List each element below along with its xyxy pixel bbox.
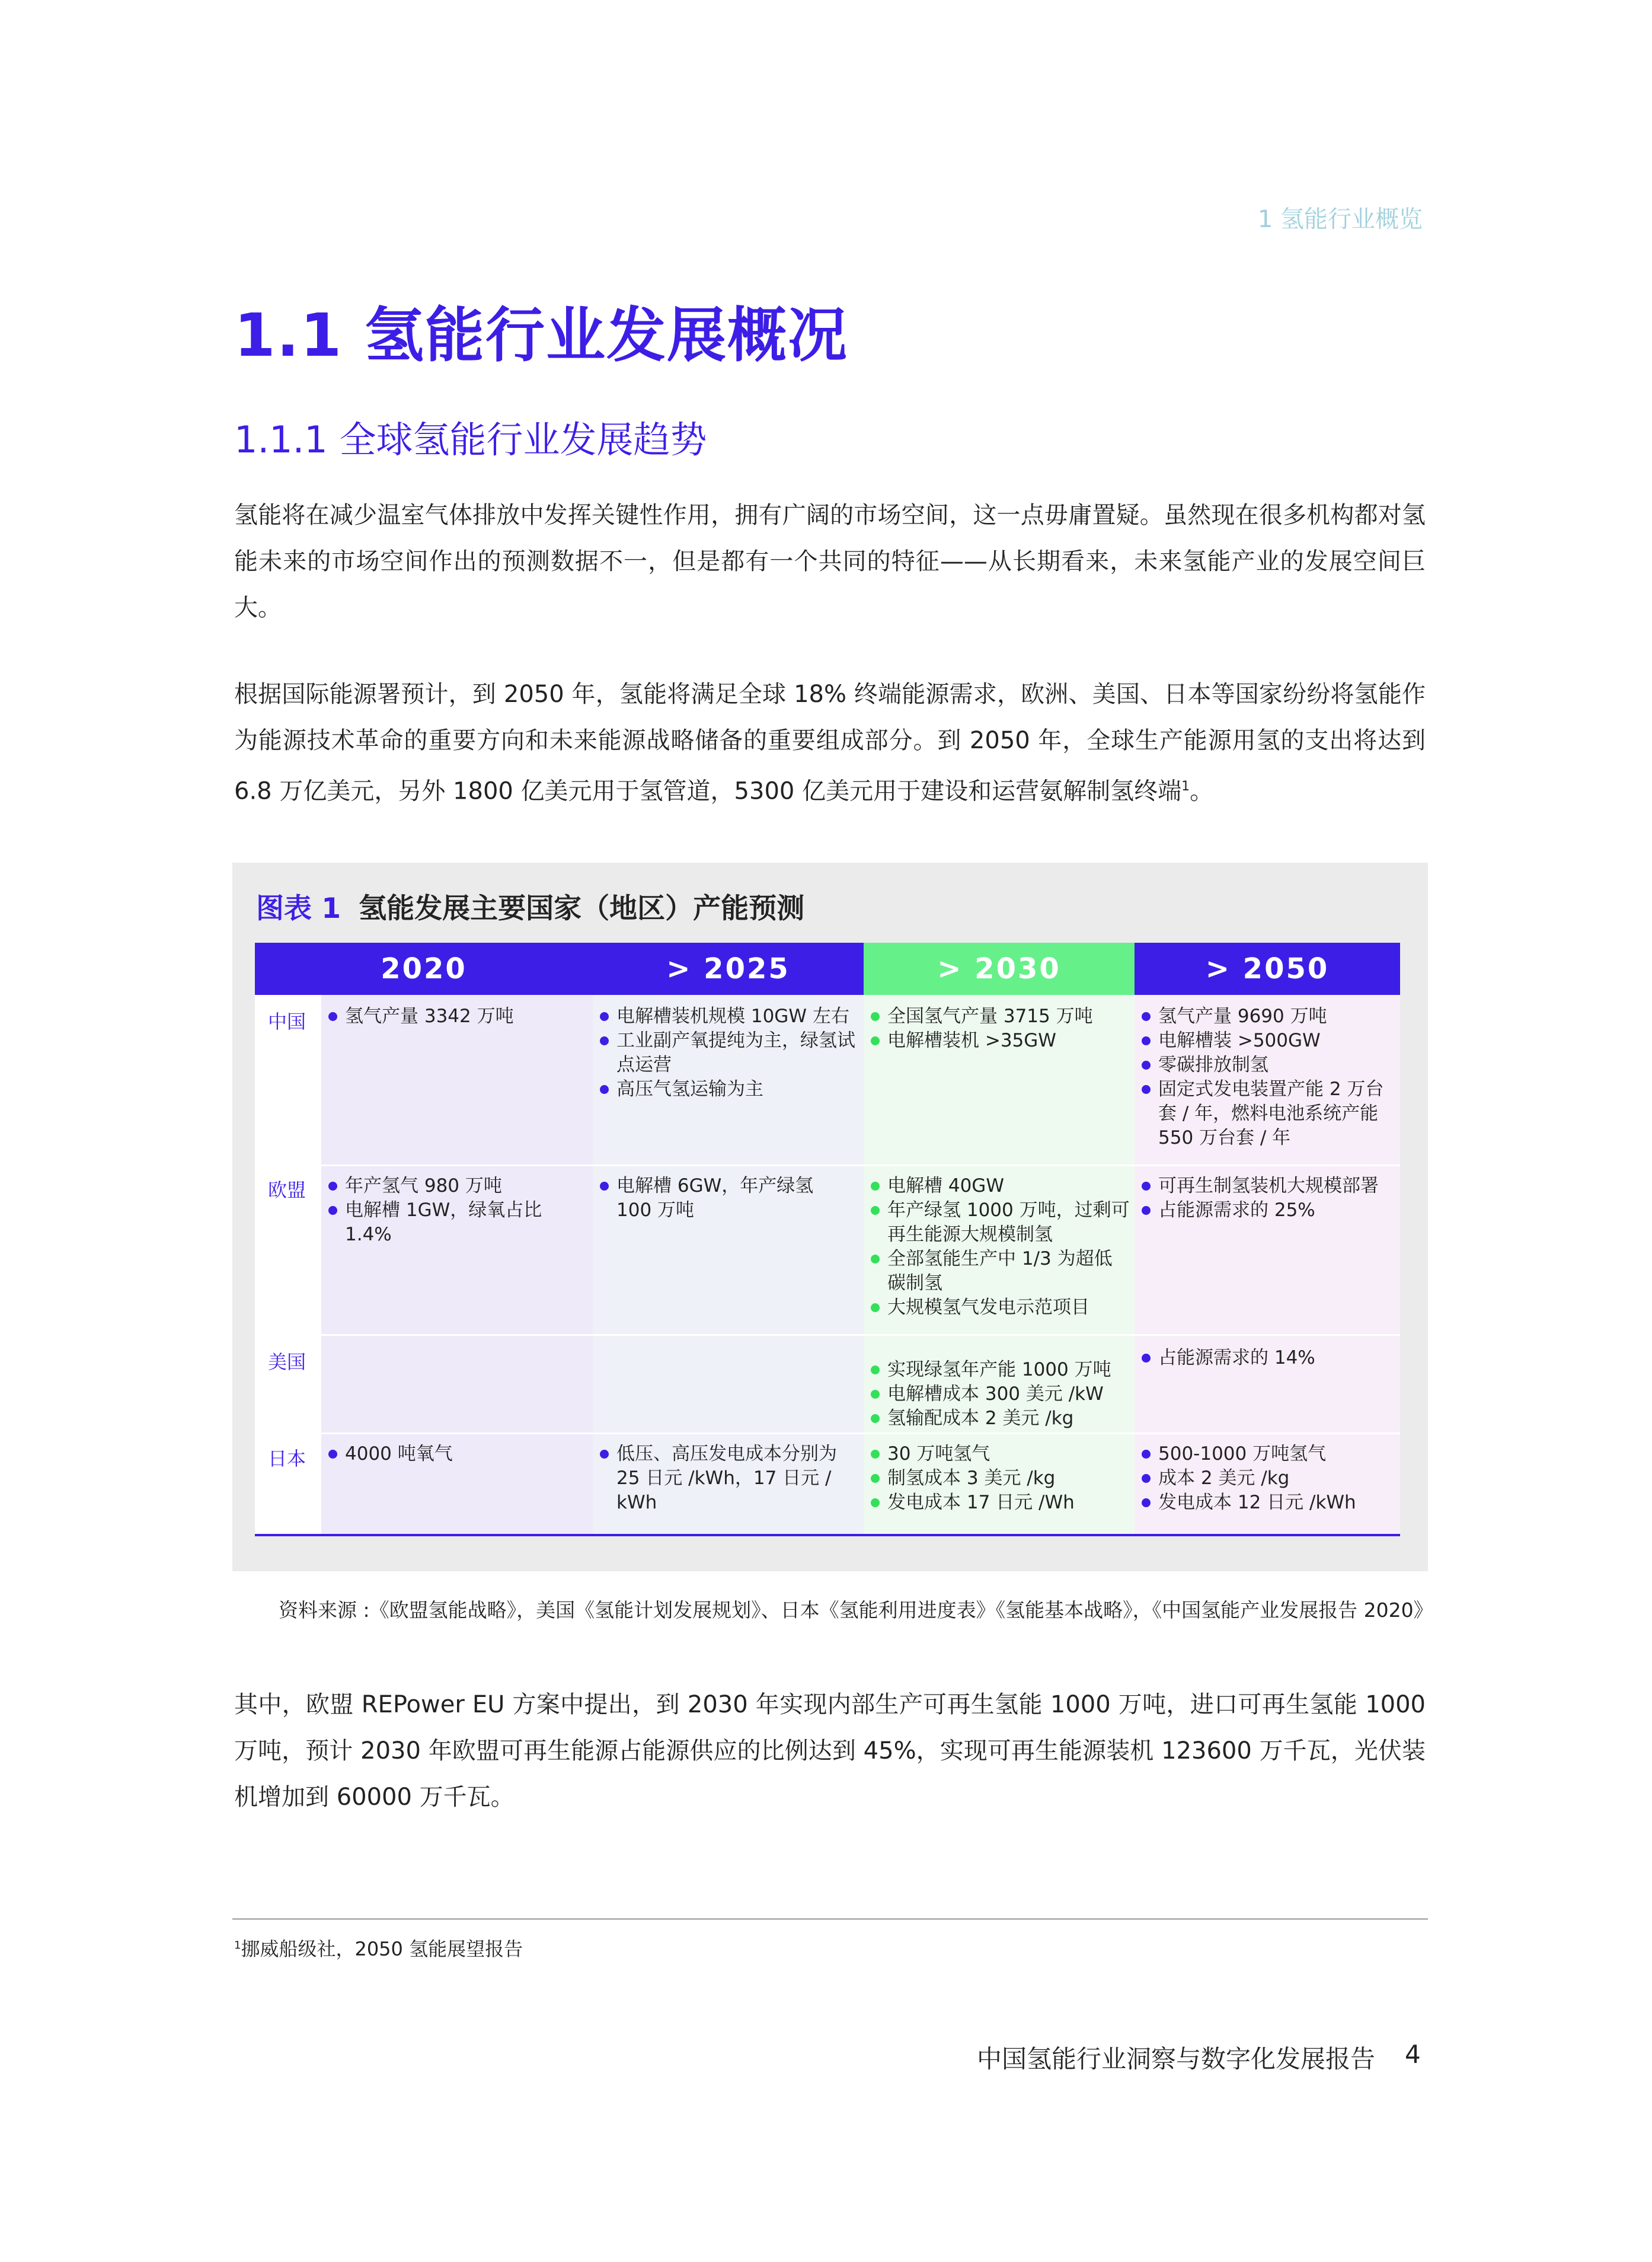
row-divider [255,1433,1400,1434]
figure-title [256,886,804,926]
cell-china-2020 [327,1004,588,1029]
footnote [234,1934,523,1961]
list-item: 固定式发电装置产能 2 万台套 / 年，燃料电池系统产能 550 万台套 / 年 [1140,1077,1389,1150]
list-item: 发电成本 12 日元 /kWh [1140,1491,1389,1515]
cell-eu-2020 [327,1174,576,1247]
list-item: 成本 2 美元 /kg [1140,1466,1389,1491]
table-bottom-rule [255,1534,1400,1536]
paragraph-1: 氢能将在减少温室气体排放中发挥关键性作用，拥有广阔的市场空间，这一点毋庸置疑。虽然现在很多机构都对氢能未来的市场空间作出的预测数据不一，但是都有一个共同的特征——从长期看来，未来氢能产业的发展空间巨大。 [234,502,1426,621]
list-item: 30 万吨氢气 [870,1442,1130,1466]
list-item: 电解槽装机 >35GW [870,1029,1130,1053]
column-header-2030: > 2030 [864,943,1135,995]
list-item: 年产氢气 980 万吨 [327,1174,576,1198]
list-item: 可再生制氢装机大规模部署 [1140,1174,1389,1198]
region-label-japan: 日本 [268,1447,306,1470]
list-item: 实现绿氢年产能 1000 万吨 [870,1358,1130,1382]
cell-japan-2020 [327,1442,576,1466]
list-item: 电解槽 40GW [870,1174,1130,1198]
chapter-label: 1 氢能行业概览 [1257,206,1423,233]
list-item: 工业副产氧提纯为主，绿氢试点运营 [599,1029,859,1077]
column-header-2050: > 2050 [1135,943,1400,995]
subsection-title: 1.1.1 全球氢能行业发展趋势 [234,418,707,461]
cell-eu-2050 [1140,1174,1389,1223]
list-item: 年产绿氢 1000 万吨，过剩可再生能源大规模制氢 [870,1198,1130,1247]
footnote-text: 挪威船级社，2050 氢能展望报告 [241,1938,523,1960]
list-item: 电解槽装机规模 10GW 左右 [599,1004,859,1029]
cell-eu-2025 [599,1174,848,1223]
list-item: 制氢成本 3 美元 /kg [870,1466,1130,1491]
list-item: 电解槽 6GW，年产绿氢 100 万吨 [599,1174,848,1223]
list-item: 低压、高压发电成本分别为 25 日元 /kWh，17 日元 / kWh [599,1442,854,1515]
paragraph-2-text: 根据国际能源署预计，到 2050 年，氢能将满足全球 18% 终端能源需求，欧洲、美国、日本等国家纷纷将氢能作为能源技术革命的重要方向和未来能源战略储备的重要组成部分。到 2050 年，全球生产能源用氢的支出将达到 6.8 万亿美元，另外 1800 亿美元用于氢管道，5300 亿美元用于建设和运营氨解制氢终端 [234,681,1426,805]
forecast-table [255,943,1400,1536]
list-item: 氢输配成本 2 美元 /kg [870,1406,1130,1431]
region-label-eu: 欧盟 [268,1179,306,1201]
paragraph-2 [234,671,1426,814]
cell-japan-2025 [599,1442,854,1515]
row-divider [255,1334,1400,1336]
footnote-divider [232,1918,1428,1920]
footnote-mark: 1 [234,1939,241,1952]
column-header-2025: > 2025 [593,943,864,995]
region-label-usa: 美国 [268,1351,306,1373]
figure-caption: 氢能发展主要国家（地区）产能预测 [359,892,805,925]
list-item: 全部氢能生产中 1/3 为超低碳制氢 [870,1247,1130,1296]
paragraph-2-end: 。 [1190,777,1214,805]
list-item: 高压气氢运输为主 [599,1077,859,1102]
list-item: 4000 吨氧气 [327,1442,576,1466]
cell-usa-2030 [870,1358,1130,1431]
paragraph-3: 其中，欧盟 REPower EU 方案中提出，到 2030 年实现内部生产可再生氢能 1000 万吨，进口可再生氢能 1000 万吨，预计 2030 年欧盟可再生能源占能源供应的比例达到 45%，实现可再生能源装机 123600 万千瓦，光伏装机增加到 60000 万千瓦。 [234,1691,1426,1811]
report-title: 中国氢能行业洞察与数字化发展报告 [976,2044,1375,2073]
list-item: 电解槽成本 300 美元 /kW [870,1382,1130,1406]
list-item: 占能源需求的 25% [1140,1198,1389,1223]
list-item: 发电成本 17 日元 /Wh [870,1491,1130,1515]
cell-eu-2030 [870,1174,1130,1320]
footnote-reference: 1 [1181,779,1190,794]
column-header-2020: 2020 [255,943,593,995]
cell-japan-2050 [1140,1442,1389,1515]
list-item: 氢气产量 3342 万吨 [327,1004,588,1029]
list-item: 占能源需求的 14% [1140,1346,1389,1370]
figure-1 [232,863,1428,1571]
cell-china-2050 [1140,1004,1389,1150]
list-item: 零碳排放制氢 [1140,1053,1389,1077]
region-label-china: 中国 [268,1010,306,1033]
cell-china-2030 [870,1004,1130,1053]
row-divider [255,1165,1400,1166]
figure-number: 图表 1 [256,892,341,925]
list-item: 电解槽装 >500GW [1140,1029,1389,1053]
cell-china-2025 [599,1004,859,1102]
list-item: 电解槽 1GW，绿氧占比 1.4% [327,1198,576,1247]
page-number: 4 [1405,2040,1421,2069]
cell-japan-2030 [870,1442,1130,1515]
figure-source: 资料来源 :《欧盟氢能战略》，美国《氢能计划发展规划》、日本《氢能利用进度表》《氢能基本战略》，《中国氢能产业发展报告 2020》 [279,1599,1433,1622]
section-title: 1.1 氢能行业发展概况 [234,301,848,370]
list-item: 氢气产量 9690 万吨 [1140,1004,1389,1029]
list-item: 500-1000 万吨氢气 [1140,1442,1389,1466]
list-item: 全国氢气产量 3715 万吨 [870,1004,1130,1029]
cell-usa-2050 [1140,1346,1389,1370]
list-item: 大规模氢气发电示范项目 [870,1296,1130,1320]
